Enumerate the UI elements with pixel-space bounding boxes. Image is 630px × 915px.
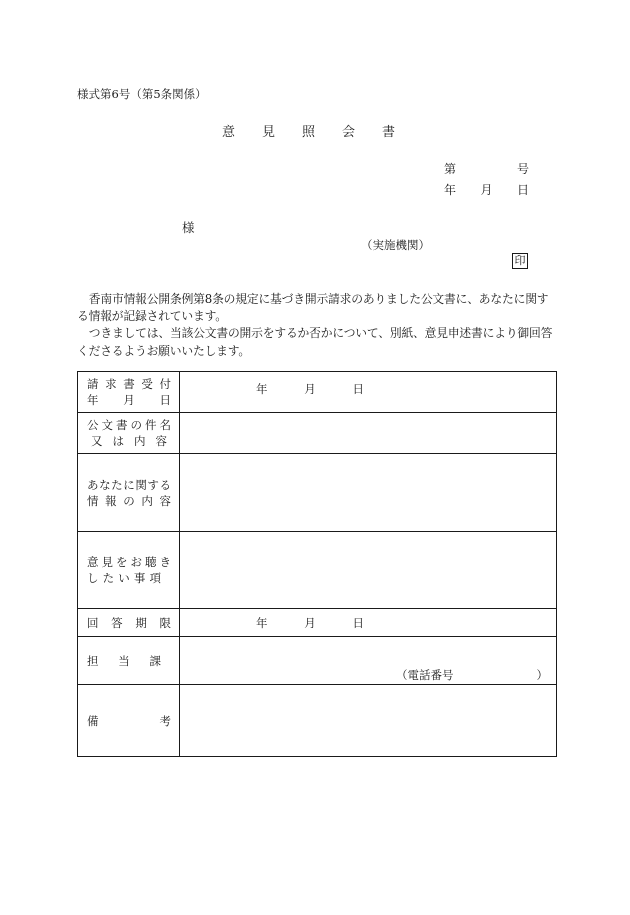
label-char: 文 xyxy=(101,418,113,432)
label-char: 受 xyxy=(141,377,153,391)
document-date xyxy=(444,181,529,198)
year-label: 年 xyxy=(256,615,268,630)
table-row-receipt-date xyxy=(78,372,557,413)
label-char: に xyxy=(123,477,135,492)
body-paragraph-2: つきましては、当該公文書の開示をするか否かについて、別紙、意見申述書により御回答くださるようお願いいたします。 xyxy=(77,326,553,358)
label-char: 件 xyxy=(145,418,157,432)
label-char: を xyxy=(116,555,128,569)
label-char: る xyxy=(159,477,171,492)
seal-mark: 印 xyxy=(512,253,528,269)
value-receipt-date xyxy=(180,372,557,413)
label-char: た xyxy=(102,571,115,585)
label-line xyxy=(87,615,171,631)
form-number: 様式第6号（第5条関係） xyxy=(77,87,207,101)
label-char: 回 xyxy=(87,615,99,630)
label-char: 限 xyxy=(159,615,171,630)
inquiry-table xyxy=(77,371,557,757)
label-line xyxy=(87,493,171,509)
value-document-title xyxy=(180,413,557,454)
label-document-title xyxy=(78,413,180,454)
label-char: 付 xyxy=(159,377,171,391)
label-char: 年 xyxy=(87,393,99,407)
document-title: 意見照会書 xyxy=(222,125,423,140)
label-char: 関 xyxy=(135,477,147,492)
label-char: 聴 xyxy=(145,555,157,569)
table-row-opinion-items xyxy=(78,532,557,609)
label-char: 名 xyxy=(159,418,171,432)
date-day: 日 xyxy=(516,183,529,197)
label-char: 見 xyxy=(101,555,113,569)
month-label: 月 xyxy=(304,382,316,396)
document-number xyxy=(444,160,529,177)
agency-label: （実施機関） xyxy=(361,238,430,252)
label-char: あ xyxy=(87,477,99,492)
phone-number xyxy=(396,667,548,683)
label-receipt-date xyxy=(78,372,180,413)
label-char: 公 xyxy=(87,418,99,432)
doc-number-suffix: 号 xyxy=(516,162,529,176)
label-char: 考 xyxy=(159,714,171,728)
label-char: お xyxy=(130,555,142,569)
label-char: 事 xyxy=(133,571,146,585)
table-row-department xyxy=(78,637,557,685)
label-char: な xyxy=(99,477,111,492)
label-line xyxy=(87,477,171,493)
label-char: 情 xyxy=(87,493,99,508)
value-answer-deadline xyxy=(180,609,557,637)
recipient-suffix: 様 xyxy=(182,220,195,235)
label-opinion-items xyxy=(78,532,180,609)
label-line xyxy=(87,376,171,392)
phone-close: ） xyxy=(536,668,548,682)
table-row-related-info xyxy=(78,454,557,532)
label-char: す xyxy=(147,477,159,492)
label-department xyxy=(78,637,180,685)
label-char: 書 xyxy=(116,418,128,432)
label-char: し xyxy=(87,571,99,585)
label-char: の xyxy=(123,493,135,508)
label-char: 答 xyxy=(111,615,123,630)
day-label: 日 xyxy=(352,382,364,396)
label-char: 容 xyxy=(155,434,167,448)
date-year: 年 xyxy=(444,183,457,197)
date-month: 月 xyxy=(480,183,493,197)
label-char: 容 xyxy=(159,493,171,508)
day-label: 日 xyxy=(352,615,364,630)
label-remarks xyxy=(78,685,180,757)
label-char: た xyxy=(111,477,123,492)
label-char: き xyxy=(159,555,171,569)
label-line xyxy=(87,392,171,408)
doc-number-prefix: 第 xyxy=(444,162,457,176)
label-char: 期 xyxy=(135,615,147,630)
label-line xyxy=(87,653,171,669)
table-row-remarks xyxy=(78,685,557,757)
label-line xyxy=(87,713,171,729)
label-answer-deadline xyxy=(78,609,180,637)
label-char: 求 xyxy=(105,377,117,391)
label-line xyxy=(87,570,171,586)
label-char: 担 xyxy=(87,654,99,668)
label-char: 内 xyxy=(134,434,146,448)
year-label: 年 xyxy=(256,382,268,396)
value-related-info xyxy=(180,454,557,532)
label-line xyxy=(87,554,171,570)
phone-open: （電話番号 xyxy=(396,668,454,682)
body-text xyxy=(77,291,557,360)
table-row-answer-deadline xyxy=(78,609,557,637)
label-char: 日 xyxy=(159,393,171,407)
label-char: 報 xyxy=(105,493,117,508)
value-remarks xyxy=(180,685,557,757)
label-char: は xyxy=(112,434,124,448)
label-char: の xyxy=(130,418,142,432)
table-row-document-title xyxy=(78,413,557,454)
label-line xyxy=(87,417,171,433)
label-related-info xyxy=(78,454,180,532)
label-char: 項 xyxy=(149,571,161,585)
label-char: 内 xyxy=(141,493,153,508)
label-char: い xyxy=(118,571,130,585)
label-char: 請 xyxy=(87,377,99,391)
label-char: 当 xyxy=(118,654,130,668)
month-label: 月 xyxy=(304,615,316,630)
label-char: 書 xyxy=(123,377,135,391)
label-char: 備 xyxy=(87,714,99,728)
label-char: 課 xyxy=(149,654,161,668)
value-opinion-items xyxy=(180,532,557,609)
label-char: 月 xyxy=(123,393,135,407)
value-department xyxy=(180,637,557,685)
label-char: 意 xyxy=(87,555,99,569)
label-line xyxy=(87,433,171,449)
label-char: 又 xyxy=(91,434,103,448)
body-paragraph-1: 香南市情報公開条例第8条の規定に基づき開示請求のありました公文書に、あなたに関する情報が記録されています。 xyxy=(77,292,549,324)
